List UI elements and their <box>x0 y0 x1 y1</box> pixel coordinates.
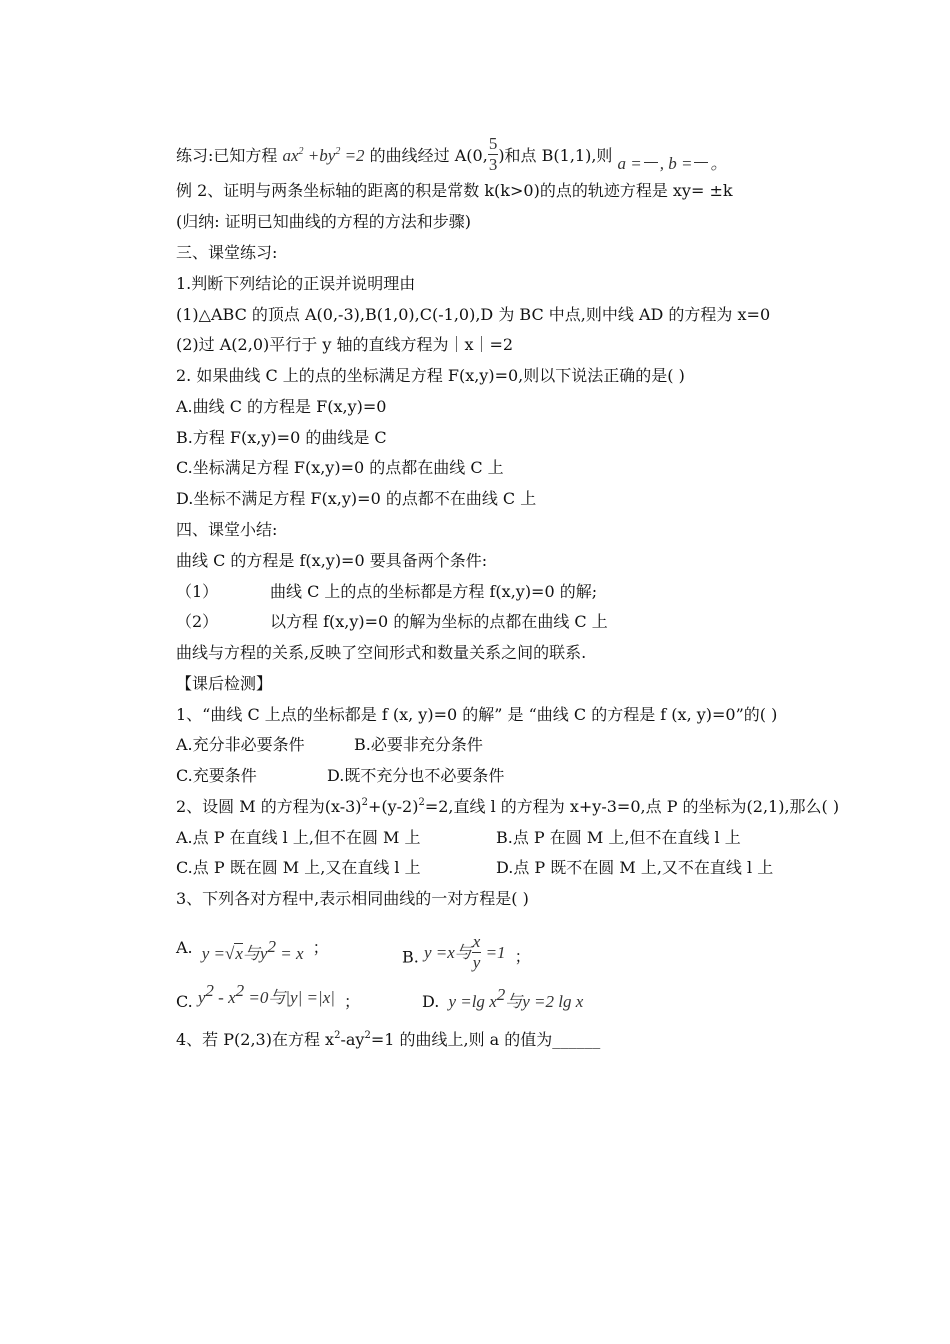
practice-2-option-c: C.坐标满足方程 F(x,y)=0 的点都在曲线 C 上 <box>176 458 504 477</box>
condition-1-number: （1） <box>176 582 219 601</box>
practice-2-option-a: A.曲线 C 的方程是 F(x,y)=0 <box>176 397 387 416</box>
question-3-option-a-equation: y =√x与$y^2 = x$ <box>201 937 304 963</box>
question-3-options-ab <box>176 932 531 972</box>
question-1-option-c: C.充要条件 <box>176 766 257 785</box>
practice-1: 1.判断下列结论的正误并说明理由 <box>176 274 416 293</box>
question-1: 1、“曲线 C 上点的坐标都是 f (x, y)=0 的解” 是 “曲线 C 的方程是 f (x, y)=0”的( ) <box>176 705 778 724</box>
question-3: 3、下列各对方程中,表示相同曲线的一对方程是( ) <box>176 889 529 908</box>
question-3-option-c-label: C. <box>176 992 193 1011</box>
question-2-options-ab <box>176 828 741 848</box>
example-2: 例 2、证明与两条坐标轴的距离的积是常数 k(k>0)的点的轨迹方程是 xy= ±k <box>176 181 733 200</box>
question-2-option-d: D.点 P 既不在圆 M 上,又不在直线 l 上 <box>496 858 774 877</box>
question-3-option-b-label: B. <box>402 947 419 967</box>
question-3-options-cd <box>176 981 584 1012</box>
section-3-title: 三、课堂练习: <box>176 243 278 262</box>
question-3-option-b-equation: y =x与 $\frac{x}{y}$ =1 <box>423 932 506 972</box>
question-1-option-b: B.必要非充分条件 <box>354 735 483 754</box>
section-4-title: 四、课堂小结: <box>176 520 278 539</box>
exercise-prefix: 练习:已知方程 <box>176 146 278 165</box>
exercise-line <box>176 136 727 177</box>
question-3-option-b <box>402 932 531 979</box>
summary-2: 曲线与方程的关系,反映了空间形式和数量关系之间的联系. <box>176 643 587 662</box>
question-1-options-cd <box>176 766 505 786</box>
question-3-option-d <box>422 985 584 1012</box>
question-2: 2、设圆 M 的方程为$(x-3)^2+(y-2)^2=2$,直线 l 的方程为 x+y-3=0,点 P 的坐标为(2,1),那么( ) <box>176 797 840 816</box>
section-5-title: 【课后检测】 <box>176 674 273 693</box>
condition-2-number: （2） <box>176 612 219 631</box>
practice-2-option-b: B.方程 F(x,y)=0 的曲线是 C <box>176 428 387 447</box>
question-1-options-ab <box>176 735 483 755</box>
question-3-option-d-label: D. <box>422 992 440 1011</box>
question-2-option-c: C.点 P 既在圆 M 上,又在直线 l 上 <box>176 858 421 877</box>
exercise-point-b: )和点 B(1,1),则 <box>498 146 613 165</box>
summary-note: (归纳: 证明已知曲线的方程的方法和步骤) <box>176 212 471 231</box>
question-2-options-cd <box>176 858 774 878</box>
practice-2: 2. 如果曲线 C 上的点的坐标满足方程 F(x,y)=0,则以下说法正确的是( ) <box>176 366 685 385</box>
answer-a-blank: a = , b = 。 <box>617 154 728 173</box>
question-2-option-a: A.点 P 在直线 l 上,但不在圆 M 上 <box>176 828 421 847</box>
summary-condition-2 <box>176 612 608 632</box>
condition-1-text: 曲线 C 上的点的坐标都是方程 f(x,y)=0 的解; <box>270 582 598 601</box>
question-3-option-c-equation: $y^2 - x^2 =0$与|y| =|x| <box>197 981 335 1007</box>
practice-1-1: (1)△ABC 的顶点 A(0,-3),B(1,0),C(-1,0),D 为 BC 中点,则中线 AD 的方程为 x=0 <box>176 305 771 324</box>
practice-2-option-d: D.坐标不满足方程 F(x,y)=0 的点都不在曲线 C 上 <box>176 489 537 508</box>
semicolon: ； <box>312 938 329 957</box>
question-1-option-d: D.既不充分也不必要条件 <box>327 766 505 785</box>
exercise-mid: 的曲线经过 A(0, <box>369 146 488 165</box>
summary-condition-1 <box>176 582 598 602</box>
fraction-five-thirds: $\frac{5}{3}$ <box>488 134 498 174</box>
summary-1: 曲线 C 的方程是 f(x,y)=0 要具备两个条件: <box>176 551 488 570</box>
question-2-option-b: B.点 P 在圆 M 上,但不在直线 l 上 <box>496 828 741 847</box>
question-1-option-a: A.充分非必要条件 <box>176 735 305 754</box>
semicolon: ； <box>514 947 531 967</box>
question-3-option-a-label: A. <box>176 938 193 957</box>
condition-2-text: 以方程 f(x,y)=0 的解为坐标的点都在曲线 C 上 <box>270 612 608 631</box>
practice-1-2: (2)过 A(2,0)平行于 y 轴的直线方程为｜x｜=2 <box>176 335 514 354</box>
question-3-option-d-equation: y =lg $x^2$与y =2 lg x <box>448 985 584 1011</box>
semicolon: ； <box>344 992 361 1011</box>
equation-ax2-by2: $ax^2 +by^2 =2$ <box>282 146 365 165</box>
question-4: 4、若 P(2,3)在方程 $x^2-ay^2=1$ 的曲线上,则 a 的值为______ <box>176 1030 601 1049</box>
